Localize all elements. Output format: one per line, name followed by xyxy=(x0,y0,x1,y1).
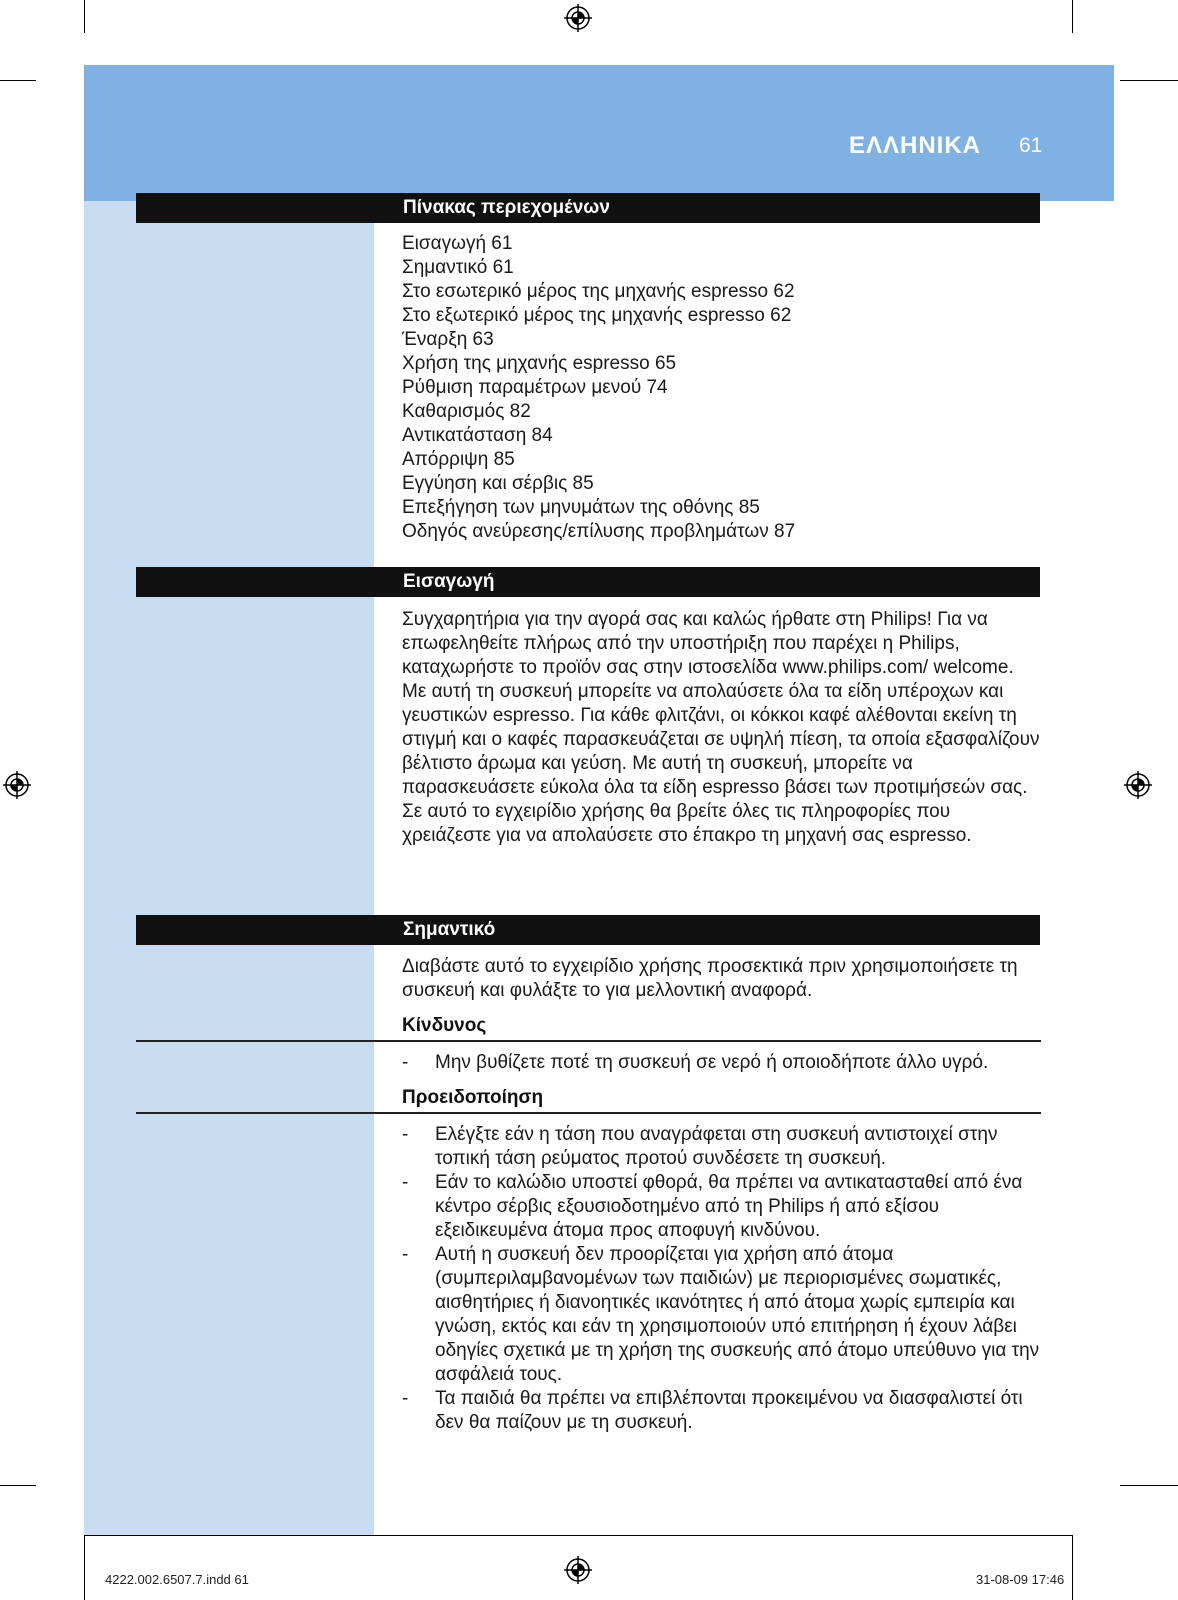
intro-paragraph-2: Με αυτή τη συσκευή μπορείτε να απολαύσετε όλα τα είδη υπέροχων και γευστικών espresso. Για κάθε φλιτζάνι, οι κόκκοι καφέ αλέθονται εκείνη τη στιγμή και ο καφές παρασκευάζεται σε υψηλή πίεση, τα οποία εξασφαλίζουν βέλτιστο άρωμα και γεύση. Με αυτή τη συσκευή, μπορείτε να παρασκευάσετε εύκολα όλα τα είδη espresso βάσει των προτιμήσεών σας. Σε αυτό το εγχειρίδιο χρήσης θα βρείτε όλες τις πληροφορίες που χρειάζεστε για να απολαύσετε στο έπακρο τη μηχανή σας espresso. xyxy=(402,681,1040,846)
footer-file-name: 4222.002.6507.7.indd 61 xyxy=(105,1572,249,1587)
list-item xyxy=(402,1243,1042,1387)
important-title: Σημαντικό xyxy=(403,919,496,940)
section-bar-intro xyxy=(136,567,1040,597)
toc-item[interactable]: Επεξήγηση των μηνυμάτων της οθόνης 85 xyxy=(402,497,760,518)
toc-item[interactable]: Στο εξωτερικό μέρος της μηχανής espresso 62 xyxy=(402,305,792,326)
toc-item[interactable]: Στο εσωτερικό μέρος της μηχανής espresso 62 xyxy=(402,281,795,302)
list-item xyxy=(402,1171,1042,1243)
page-number: 61 xyxy=(1019,134,1043,157)
warning-item-text: Τα παιδιά θα πρέπει να επιβλέπονται προκειμένου να διασφαλιστεί ότι δεν θα παίζουν με τη συσκευή. xyxy=(435,1388,1023,1433)
intro-body xyxy=(402,608,1042,848)
list-item xyxy=(402,1123,1042,1171)
bullet-dash: - xyxy=(402,1124,409,1145)
list-item xyxy=(402,1051,1042,1075)
intro-title: Εισαγωγή xyxy=(403,571,495,592)
toc-item[interactable]: Αντικατάσταση 84 xyxy=(402,425,553,446)
crop-mark xyxy=(1072,1535,1073,1600)
crop-mark xyxy=(84,0,85,33)
section-bar-toc xyxy=(136,193,1040,223)
warning-item-text: Εάν το καλώδιο υποστεί φθορά, θα πρέπει να αντικατασταθεί από ένα κέντρο σέρβις εξουσιοδοτημένο από τη Philips ή από εξίσου εξειδικευμένα άτομα προς αποφυγή κινδύνου. xyxy=(435,1172,1023,1241)
crop-mark xyxy=(0,1485,36,1486)
toc-title: Πίνακας περιεχομένων xyxy=(403,197,610,218)
footer-date: 31-08-09 17:46 xyxy=(976,1572,1065,1587)
toc-item[interactable]: Εγγύηση και σέρβις 85 xyxy=(402,473,594,494)
crop-mark xyxy=(1120,1485,1178,1486)
warning-item-text: Ελέγξτε εάν η τάση που αναγράφεται στη συσκευή αντιστοιχεί στην τοπική τάση ρεύματος προτού συνδέσετε τη συσκευή. xyxy=(435,1124,998,1169)
crop-mark xyxy=(84,1535,1073,1536)
registration-mark-icon xyxy=(563,3,593,33)
crop-mark xyxy=(0,80,36,81)
bullet-dash: - xyxy=(402,1172,409,1193)
registration-mark-icon xyxy=(1123,770,1153,800)
bullet-dash: - xyxy=(402,1052,409,1073)
registration-mark-icon xyxy=(563,1555,593,1585)
danger-heading: Κίνδυνος xyxy=(402,1015,487,1036)
warning-rule xyxy=(136,1112,1041,1114)
danger-item-text: Μην βυθίζετε ποτέ τη συσκευή σε νερό ή οποιοδήποτε άλλο υγρό. xyxy=(435,1052,989,1073)
crop-mark xyxy=(84,1535,85,1600)
toc-item[interactable]: Σημαντικό 61 xyxy=(402,257,514,278)
language-title: ΕΛΛΗΝΙΚΑ xyxy=(848,132,981,159)
bullet-dash: - xyxy=(402,1388,409,1409)
toc-item[interactable]: Έναρξη 63 xyxy=(402,329,494,350)
list-item xyxy=(402,1387,1042,1435)
toc-item[interactable]: Ρύθμιση παραμέτρων μενού 74 xyxy=(402,377,668,398)
sidebar-band xyxy=(84,201,374,1535)
important-paragraph: Διαβάστε αυτό το εγχειρίδιο χρήσης προσεκτικά πριν χρησιμοποιήσετε τη συσκευή και φυλάξτε το για μελλοντική αναφορά. xyxy=(402,956,1018,1001)
toc-list xyxy=(402,232,1042,544)
toc-item[interactable]: Καθαρισμός 82 xyxy=(402,401,531,422)
important-body xyxy=(402,955,1042,1003)
warning-heading: Προειδοποίηση xyxy=(402,1087,544,1108)
crop-mark xyxy=(1120,80,1178,81)
section-bar-important xyxy=(136,915,1040,945)
toc-item[interactable]: Απόρριψη 85 xyxy=(402,449,515,470)
toc-item[interactable]: Οδηγός ανεύρεσης/επίλυσης προβλημάτων 87 xyxy=(402,521,796,542)
danger-list xyxy=(402,1051,1042,1075)
crop-mark xyxy=(1072,0,1073,33)
toc-item[interactable]: Χρήση της μηχανής espresso 65 xyxy=(402,353,677,374)
warning-item-text: Αυτή η συσκευή δεν προορίζεται για χρήση από άτομα (συμπεριλαμβανομένων των παιδιών) με περιορισμένες σωματικές, αισθητήριες ή διανοητικές ικανότητες ή από άτομα χωρίς εμπειρία και γνώση, εκτός και εάν τη χρησιμοποιούν υπό επιτήρηση ή έχουν λάβει οδηγίες σχετικά με τη χρήση της συσκευής από άτομο υπεύθυνο για την ασφάλειά τους. xyxy=(435,1244,1040,1385)
toc-item[interactable]: Εισαγωγή 61 xyxy=(402,233,513,254)
warning-list xyxy=(402,1123,1042,1435)
intro-paragraph-1: Συγχαρητήρια για την αγορά σας και καλώς ήρθατε στη Philips! Για να επωφεληθείτε πλήρως από την υποστήριξη που παρέχει η Philips, καταχωρήστε το προϊόν σας στην ιστοσελίδα www.philips.com/ welcome. xyxy=(402,609,1014,678)
danger-rule xyxy=(136,1040,1041,1042)
registration-mark-icon xyxy=(2,770,32,800)
bullet-dash: - xyxy=(402,1244,409,1265)
